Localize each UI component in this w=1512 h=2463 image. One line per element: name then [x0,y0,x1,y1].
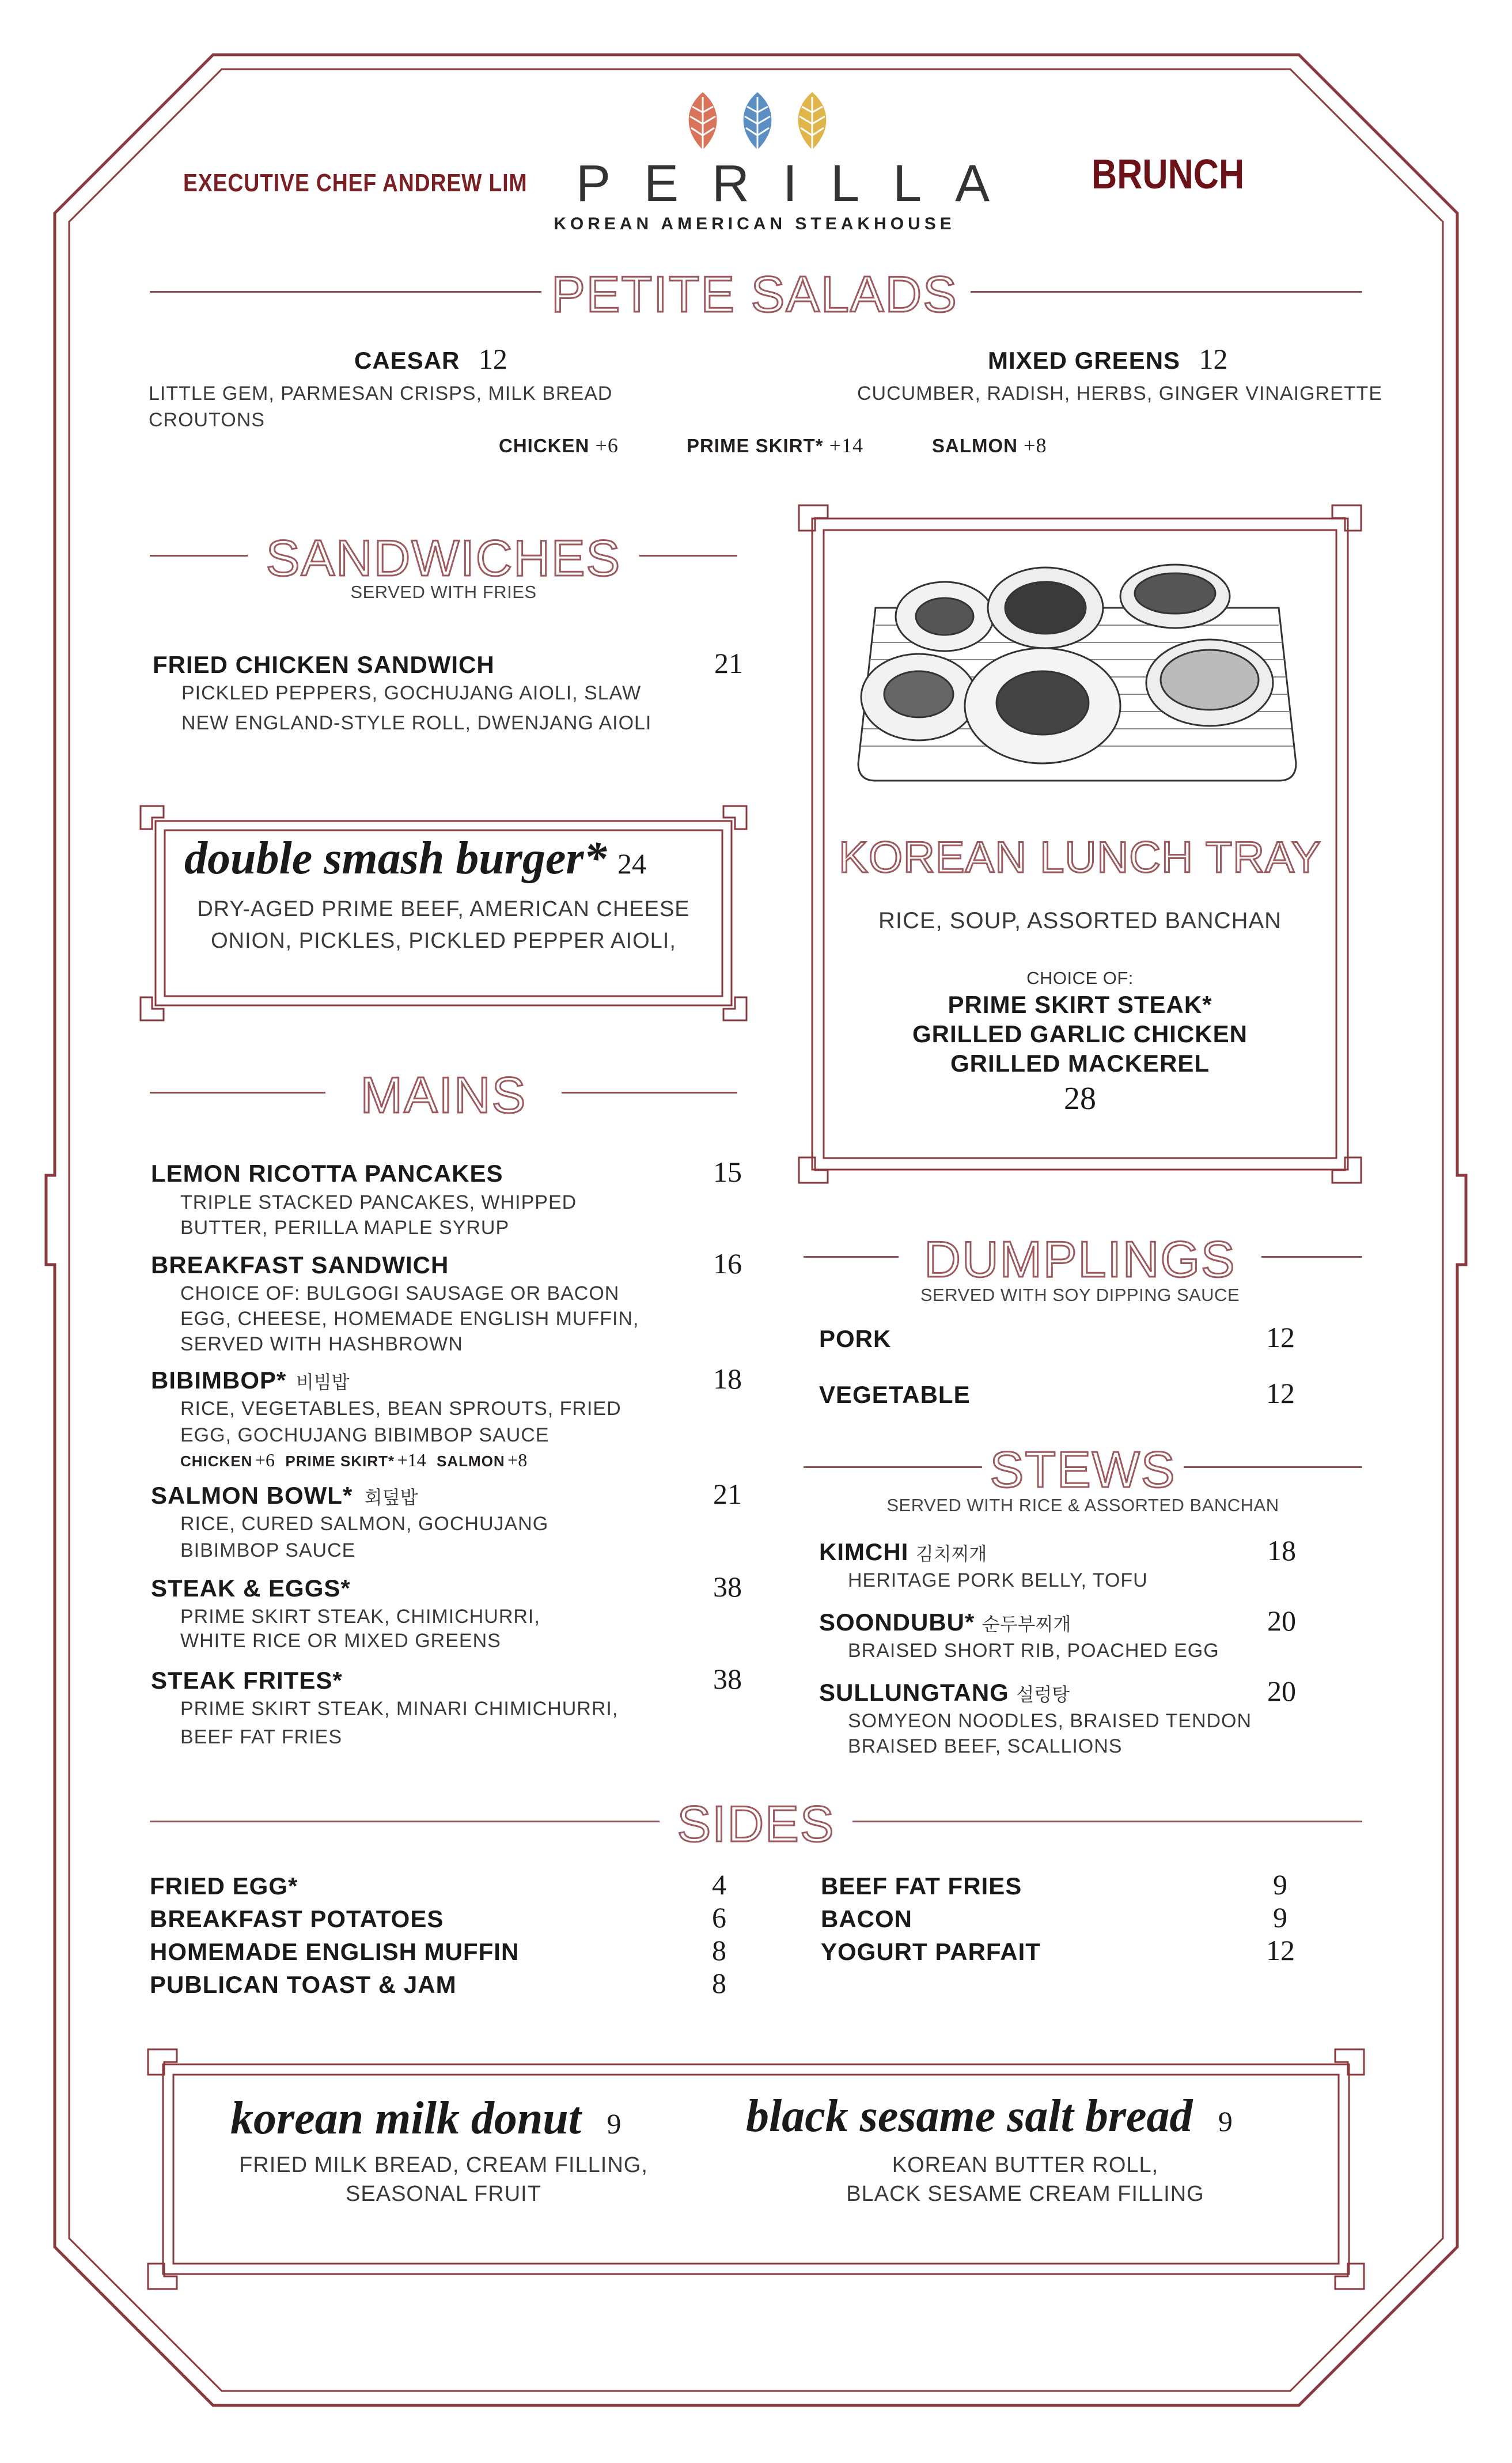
item-price: 16 [713,1247,742,1280]
restaurant-tagline: KOREAN AMERICAN STEAKHOUSE [554,214,956,233]
section-title-dumplings: DUMPLINGS [924,1231,1236,1288]
side-price: 8 [712,1967,726,1999]
salad-addon-chicken [499,433,619,457]
item-description: BEEF FAT FRIES [180,1726,343,1748]
menu-item-salmon-bowl [151,1482,418,1509]
addon-name: CHICKEN [499,435,590,456]
menu-item-vegetable-dumplings: VEGETABLE [819,1381,971,1408]
divider-line [562,1092,737,1094]
item-description: EGG, GOCHUJANG BIBIMBOP SAUCE [180,1424,550,1446]
divider-line [1261,1256,1362,1258]
item-korean-name: 설렁탕 [1016,1684,1070,1705]
side-item: BEEF FAT FRIES [821,1872,1022,1900]
section-title-sides: SIDES [677,1795,835,1852]
item-korean-name: 김치찌개 [915,1543,987,1564]
item-name: BIBIMBOP* [151,1367,287,1394]
item-description: CUCUMBER, RADISH, HERBS, GINGER VINAIGRETTE [857,383,1382,404]
item-price: 9 [607,2108,622,2140]
side-price: 9 [1273,1868,1287,1901]
section-title-mains: MAINS [360,1066,527,1123]
item-name: SALMON BOWL* [151,1482,353,1509]
item-description: EGG, CHEESE, HOMEMADE ENGLISH MUFFIN, [180,1308,639,1330]
menu-item-kimchi-stew [819,1538,987,1566]
menu-item-sullungtang [819,1679,1070,1707]
item-name: CAESAR [354,347,460,374]
divider-line [150,555,248,557]
divider-line [639,555,737,557]
item-description: CHOICE OF: BULGOGI SAUSAGE OR BACON [180,1282,620,1304]
addon-name: PRIME SKIRT* [687,435,824,456]
divider-line [804,1466,982,1468]
item-korean-name: 비빔밥 [295,1372,350,1393]
item-description: HERITAGE PORK BELLY, TOFU [848,1569,1148,1591]
item-description: PICKLED PEPPERS, GOCHUJANG AIOLI, SLAW [181,682,642,704]
section-title-sandwiches: SANDWICHES [266,529,622,587]
addon-price: +8 [507,1450,528,1470]
menu-item-soondubu [819,1609,1071,1636]
addon-price: +14 [397,1450,426,1470]
item-description: FRIED MILK BREAD, CREAM FILLING, [239,2153,648,2177]
item-description: DRY-AGED PRIME BEEF, AMERICAN CHEESE [197,897,690,921]
menu-item-double-smash-burger [184,833,732,885]
side-price: 8 [712,1934,726,1966]
item-description: SERVED WITH HASHBROWN [180,1333,463,1355]
menu-item-steak-frites: STEAK FRITES* [151,1667,343,1694]
item-price: 38 [713,1571,742,1603]
item-description: BIBIMBOP SAUCE [180,1539,356,1561]
addon-price: +6 [255,1450,275,1470]
salad-addon-prime-skirt [687,433,863,457]
addon-name: SALMON [437,1452,505,1470]
divider-line [150,291,541,293]
item-description: NEW ENGLAND-STYLE ROLL, DWENJANG AIOLI [181,712,652,734]
item-price: 12 [478,343,507,375]
salad-addon-salmon [932,433,1047,457]
side-item: PUBLICAN TOAST & JAM [150,1971,457,1998]
side-price: 12 [1266,1934,1295,1966]
item-description: KOREAN BUTTER ROLL, [892,2153,1159,2177]
item-name: MIXED GREENS [988,347,1181,374]
side-item: BACON [821,1905,912,1932]
addon-name: PRIME SKIRT* [285,1452,395,1470]
item-price: 9 [1218,2105,1233,2137]
side-price: 4 [712,1868,726,1901]
menu-item-caesar [354,342,507,376]
menu-item-fried-chicken-sandwich: FRIED CHICKEN SANDWICH [153,651,495,678]
item-description: ONION, PICKLES, PICKLED PEPPER AIOLI, [211,929,676,953]
menu-item-mixed-greens [988,342,1228,376]
item-price: 20 [1267,1605,1296,1637]
section-title-petite-salads: PETITE SALADS [551,266,958,323]
lunch-tray-illustration [852,562,1302,789]
item-korean-name: 회덮밥 [364,1487,418,1508]
item-price: 18 [713,1363,742,1395]
section-subtitle: SERVED WITH FRIES [350,582,537,602]
menu-item-breakfast-sandwich: BREAKFAST SANDWICH [151,1251,449,1278]
item-price: 20 [1267,1675,1296,1707]
side-item: FRIED EGG* [150,1872,298,1900]
divider-line [1184,1466,1362,1468]
tray-choice: GRILLED GARLIC CHICKEN [912,1020,1248,1047]
side-item: BREAKFAST POTATOES [150,1905,444,1932]
menu-item-steak-and-eggs: STEAK & EGGS* [151,1575,351,1602]
item-description: BRAISED BEEF, SCALLIONS [848,1735,1123,1757]
item-description: PRIME SKIRT STEAK, CHIMICHURRI, [180,1606,540,1628]
item-description: LITTLE GEM, PARMESAN CRISPS, MILK BREAD CROUTONS [149,383,613,431]
item-description: BRAISED SHORT RIB, POACHED EGG [848,1640,1219,1662]
menu-item-lemon-ricotta-pancakes: LEMON RICOTTA PANCAKES [151,1160,503,1187]
item-price: 21 [714,647,743,679]
item-price: 12 [1266,1321,1295,1353]
item-name: korean milk donut [230,2093,582,2144]
menu-item-bibimbop [151,1367,350,1394]
menu-item-pork-dumplings: PORK [819,1325,892,1352]
section-subtitle: SERVED WITH SOY DIPPING SAUCE [920,1285,1240,1305]
tray-choice: GRILLED MACKEREL [950,1050,1210,1077]
item-name: KIMCHI [819,1538,909,1565]
item-name: SULLUNGTANG [819,1679,1009,1706]
item-korean-name: 순두부찌개 [982,1614,1071,1635]
addon-price: +8 [1024,434,1047,457]
divider-line [804,1256,899,1258]
item-price: 24 [617,848,646,880]
divider-line [150,1092,325,1094]
item-name: double smash burger* [184,833,607,884]
item-description: BLACK SESAME CREAM FILLING [846,2182,1204,2206]
side-item: HOMEMADE ENGLISH MUFFIN [150,1938,520,1965]
section-subtitle: SERVED WITH RICE & ASSORTED BANCHAN [886,1495,1279,1515]
dessert-korean-milk-donut [230,2093,621,2145]
divider-line [971,291,1362,293]
tray-choice: PRIME SKIRT STEAK* [948,991,1212,1018]
addon-name: CHICKEN [180,1452,253,1470]
addon-price: +6 [595,434,619,457]
divider-line [852,1821,1362,1822]
item-price: 15 [713,1156,742,1188]
restaurant-logo-text: PERILLA [576,155,1024,213]
item-description: PRIME SKIRT STEAK, MINARI CHIMICHURRI, [180,1698,619,1720]
item-description: SOMYEON NOODLES, BRAISED TENDON [848,1710,1252,1732]
item-description: WHITE RICE OR MIXED GREENS [180,1630,501,1652]
side-price: 9 [1273,1901,1287,1934]
item-description: RICE, CURED SALMON, GOCHUJANG [180,1513,549,1535]
section-title-stews: STEWS [990,1441,1176,1498]
leaf-logo-icon [674,86,841,161]
item-price: 18 [1267,1534,1296,1567]
side-item: YOGURT PARFAIT [821,1938,1041,1965]
item-description: RICE, VEGETABLES, BEAN SPROUTS, FRIED [180,1398,622,1420]
item-price: 12 [1266,1377,1295,1409]
menu-type-label: BRUNCH [1092,152,1245,198]
item-name: SOONDUBU* [819,1609,975,1636]
item-description: SEASONAL FRUIT [346,2182,541,2206]
divider-line [150,1821,660,1822]
bibimbop-addons [180,1450,527,1471]
addon-name: SALMON [932,435,1018,456]
item-description: BUTTER, PERILLA MAPLE SYRUP [180,1217,510,1239]
lunch-tray-title: KOREAN LUNCH TRAY [839,833,1321,882]
lunch-tray-price: 28 [1064,1081,1096,1117]
choice-label: CHOICE OF: [1026,968,1134,988]
item-name: black sesame salt bread [746,2091,1193,2142]
item-price: 38 [713,1663,742,1695]
item-price: 21 [713,1478,742,1510]
item-description: TRIPLE STACKED PANCAKES, WHIPPED [180,1191,577,1213]
item-price: 12 [1199,343,1228,375]
lunch-tray-subtitle: RICE, SOUP, ASSORTED BANCHAN [878,908,1282,933]
side-price: 6 [712,1901,726,1934]
addon-price: +14 [829,434,864,457]
dessert-black-sesame-salt-bread [746,2090,1233,2143]
chef-credit: EXECUTIVE CHEF ANDREW LIM [183,169,528,197]
